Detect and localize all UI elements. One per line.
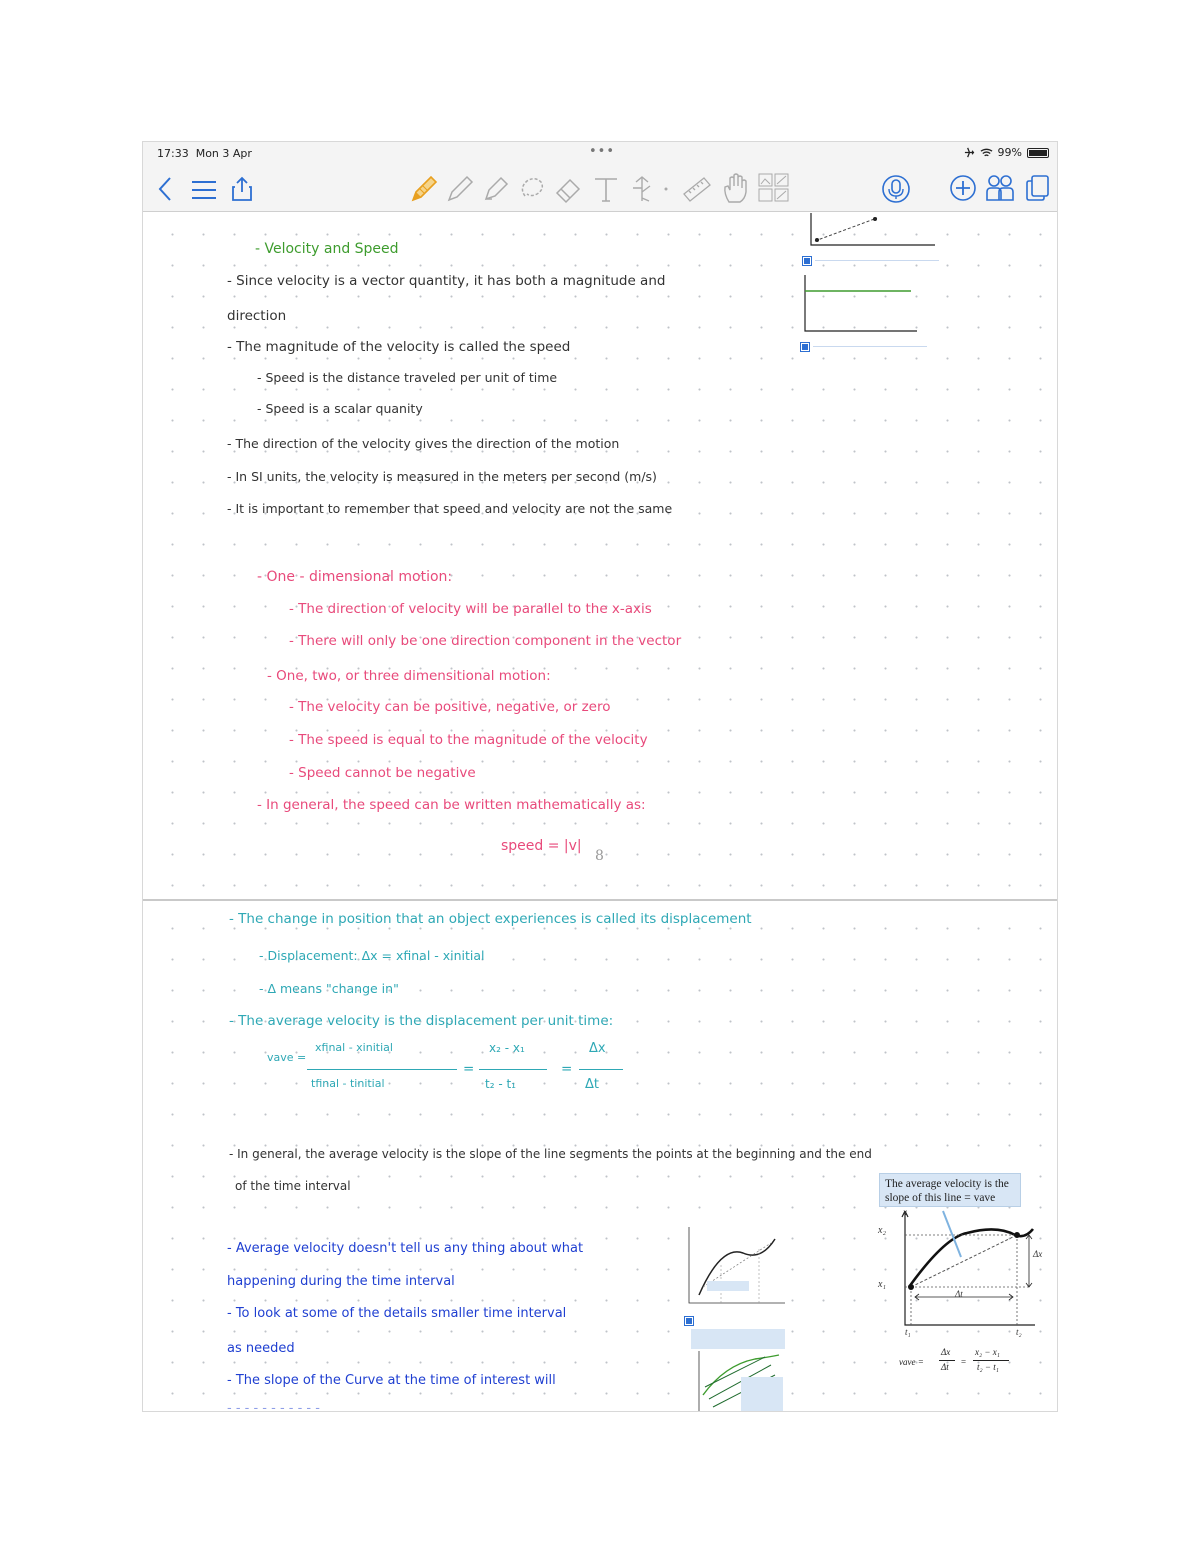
curve-thumbnail-graph[interactable]	[681, 1225, 789, 1313]
battery-icon	[1027, 148, 1049, 158]
note-line-teal: - Displacement: Δx = xfinal - xinitial	[259, 948, 485, 963]
formula-denominator-2: t₂ - t₁	[485, 1077, 516, 1091]
airplane-icon	[964, 147, 975, 158]
figure-caption-line: slope of this line = vave	[885, 1192, 996, 1204]
status-bar	[143, 142, 1058, 164]
shapes-tool-icon[interactable]	[627, 174, 657, 204]
figure-formula-lhs: vave =	[899, 1357, 924, 1367]
toolbar	[143, 164, 1058, 212]
figure-label-x1: x₁	[878, 1279, 886, 1290]
note-line-blue: happening during the time interval	[227, 1274, 455, 1289]
note-line-teal: - Δ means "change in"	[259, 981, 399, 996]
note-line: - The direction of the velocity gives the direction of the motion	[227, 436, 620, 451]
formula-equals-2: =	[561, 1061, 573, 1077]
speed-formula: speed = |v|	[501, 838, 582, 854]
figure-formula-num: Δx	[941, 1347, 951, 1357]
image-selection-line	[813, 346, 927, 347]
note-line-teal: - The average velocity is the displacement per unit time:	[229, 1013, 614, 1029]
note-line-pink: - There will only be one direction component in the vector	[289, 633, 682, 649]
figure-formula	[899, 1347, 1029, 1383]
thumbnail-caption	[691, 1329, 785, 1349]
eraser-tool-icon[interactable]	[553, 174, 583, 204]
figure-label-t1: t₁	[905, 1327, 911, 1337]
highlighter-tool-icon[interactable]	[481, 174, 511, 204]
image-selection-line	[815, 260, 939, 261]
add-page-icon[interactable]	[949, 174, 977, 202]
hand-tool-icon[interactable]	[721, 172, 749, 204]
note-line-pink: - One, two, or three dimensitional motion:	[267, 668, 551, 684]
figure-label-y-axis: x	[903, 1207, 907, 1217]
formula-denominator-3: Δt	[585, 1077, 599, 1092]
note-line: - It is important to remember that speed and velocity are not the same	[227, 501, 673, 516]
collaborate-icon[interactable]	[985, 174, 1015, 202]
fraction-bar	[307, 1069, 457, 1070]
pages-icon[interactable]	[1025, 174, 1051, 202]
note-line-blue: - To look at some of the details smaller time interval	[227, 1306, 567, 1321]
formula-denominator-1: tfinal - tinitial	[311, 1077, 385, 1090]
note-line-blue: - The slope of the Curve at the time of interest will	[227, 1373, 556, 1388]
note-line-pink: - The speed is equal to the magnitude of the velocity	[289, 732, 648, 748]
figure-caption-line: The average velocity is the	[885, 1178, 1009, 1190]
tangent-thumbnail-graph[interactable]	[695, 1351, 787, 1412]
back-icon[interactable]	[157, 176, 173, 202]
note-line-pink: - The velocity can be positive, negative, or zero	[289, 699, 611, 715]
notes-app-window	[142, 141, 1058, 1412]
figure-formula-num: x₂ − x₁	[975, 1347, 1000, 1357]
fraction-bar	[479, 1069, 547, 1070]
battery-percent: 99%	[997, 146, 1022, 159]
image-tool-icon[interactable]	[757, 172, 791, 204]
page-number: 8	[595, 848, 604, 864]
figure-formula-den: t₂ − t₁	[977, 1362, 999, 1372]
velocity-time-mini-graph[interactable]	[799, 275, 923, 337]
list-icon[interactable]	[191, 179, 217, 201]
pen-tool-icon[interactable]	[409, 174, 439, 204]
status-time: 17:33 Mon 3 Apr	[157, 147, 252, 160]
multitask-dots[interactable]: •••	[589, 144, 616, 159]
formula-equals-1: =	[463, 1061, 475, 1077]
image-resize-handle[interactable]	[803, 257, 811, 265]
figure-caption-box	[879, 1173, 1021, 1207]
note-line: - Since velocity is a vector quantity, it has both a magnitude and	[227, 273, 666, 289]
note-line: - Speed is the distance traveled per unit of time	[257, 370, 558, 385]
note-line-pink: - The direction of velocity will be parallel to the x-axis	[289, 601, 652, 617]
figure-fraction-bar	[973, 1360, 1009, 1361]
image-resize-handle[interactable]	[685, 1317, 693, 1325]
note-line: - Speed is a scalar quanity	[257, 401, 423, 416]
heading-velocity-speed: - Velocity and Speed	[255, 241, 399, 257]
note-line: - In general, the average velocity is the slope of the line segments the points at the beginning and the end	[229, 1147, 872, 1161]
microphone-icon[interactable]	[881, 174, 911, 204]
figure-label-dx: Δx	[1033, 1249, 1043, 1259]
fraction-bar	[579, 1069, 623, 1070]
formula-numerator-1: xfinal - xinitial	[315, 1041, 393, 1054]
figure-label-dt: Δt	[955, 1289, 963, 1299]
notebook-page-1[interactable]	[143, 213, 1058, 899]
note-line-pink: - One - dimensional motion:	[257, 569, 453, 585]
notebook-page-2[interactable]	[143, 901, 1058, 1412]
wifi-icon	[980, 148, 993, 158]
formula-lhs: vave =	[267, 1051, 307, 1064]
position-time-mini-graph[interactable]	[805, 213, 945, 253]
pencil-tool-icon[interactable]	[445, 174, 475, 204]
text-tool-icon[interactable]	[591, 174, 621, 204]
formula-numerator-2: x₂ - x₁	[489, 1041, 525, 1055]
figure-label-t2: t₂	[1016, 1327, 1022, 1337]
note-line: of the time interval	[235, 1179, 351, 1193]
note-line-teal: - The change in position that an object experiences is called its displacement	[229, 911, 752, 927]
note-line-pink: - Speed cannot be negative	[289, 765, 476, 781]
ruler-tool-icon[interactable]	[681, 174, 713, 204]
figure-label-x2: x₂	[878, 1225, 886, 1236]
figure-formula-equals: =	[961, 1357, 967, 1367]
image-resize-handle[interactable]	[801, 343, 809, 351]
note-line: direction	[227, 308, 287, 324]
lasso-tool-icon[interactable]	[517, 174, 547, 204]
share-icon[interactable]	[231, 176, 253, 202]
toolbar-separator-dot	[663, 186, 669, 192]
note-line-blue: - Average velocity doesn't tell us any thing about what	[227, 1241, 584, 1256]
note-line-blue: as needed	[227, 1341, 295, 1356]
figure-formula-den: Δt	[941, 1362, 949, 1372]
figure-fraction-bar	[939, 1360, 955, 1361]
note-line: - The magnitude of the velocity is called the speed	[227, 339, 571, 355]
formula-numerator-3: Δx	[589, 1041, 606, 1056]
note-line-blue-cut: - - - - - - - - - - -	[227, 1401, 320, 1412]
note-line: - In SI units, the velocity is measured in the meters per second (m/s)	[227, 469, 657, 484]
average-velocity-formula	[267, 1039, 637, 1099]
note-line-pink: - In general, the speed can be written mathematically as:	[257, 797, 646, 813]
status-indicators	[964, 146, 1049, 159]
